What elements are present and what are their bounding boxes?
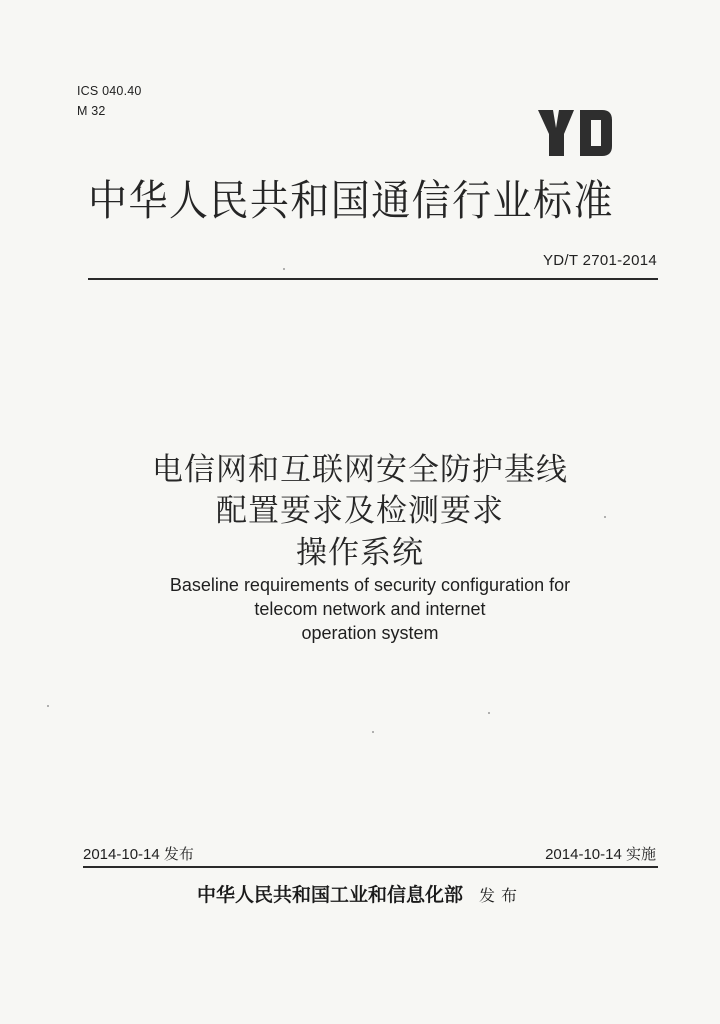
title-zh-line-2: 配置要求及检测要求 [216, 493, 504, 529]
yd-logo-d [580, 110, 612, 156]
title-zh-line-3: 操作系统 [296, 535, 424, 571]
standard-number: YD/T 2701-2014 [543, 252, 657, 269]
scan-speck [604, 516, 606, 518]
category-code: M 32 [77, 104, 106, 118]
issuer-action: 发布 [479, 886, 524, 905]
scan-speck [283, 268, 285, 270]
title-en-line-2: telecom network and internet [254, 599, 486, 619]
yd-logo [536, 104, 616, 162]
issuer-name: 中华人民共和国工业和信息化部 [196, 884, 463, 906]
title-zh-line-1: 电信网和互联网安全防护基线 [152, 452, 568, 488]
title-en-line-1: Baseline requirements of security configuration for [169, 575, 571, 595]
yd-logo-y [538, 110, 574, 156]
standard-class-heading: 中华人民共和国通信行业标准 [88, 176, 614, 225]
ics-code: ICS 040.40 [77, 84, 142, 98]
header-divider [88, 278, 658, 280]
publish-date: 2014-10-14 发布 [83, 846, 194, 863]
implement-date: 2014-10-14 实施 [545, 846, 656, 863]
footer-divider [83, 866, 658, 868]
scan-speck [488, 712, 490, 714]
scan-speck [47, 705, 49, 707]
title-en-line-3: operation system [301, 623, 439, 643]
scan-speck [372, 731, 374, 733]
issuer-line [0, 880, 720, 907]
